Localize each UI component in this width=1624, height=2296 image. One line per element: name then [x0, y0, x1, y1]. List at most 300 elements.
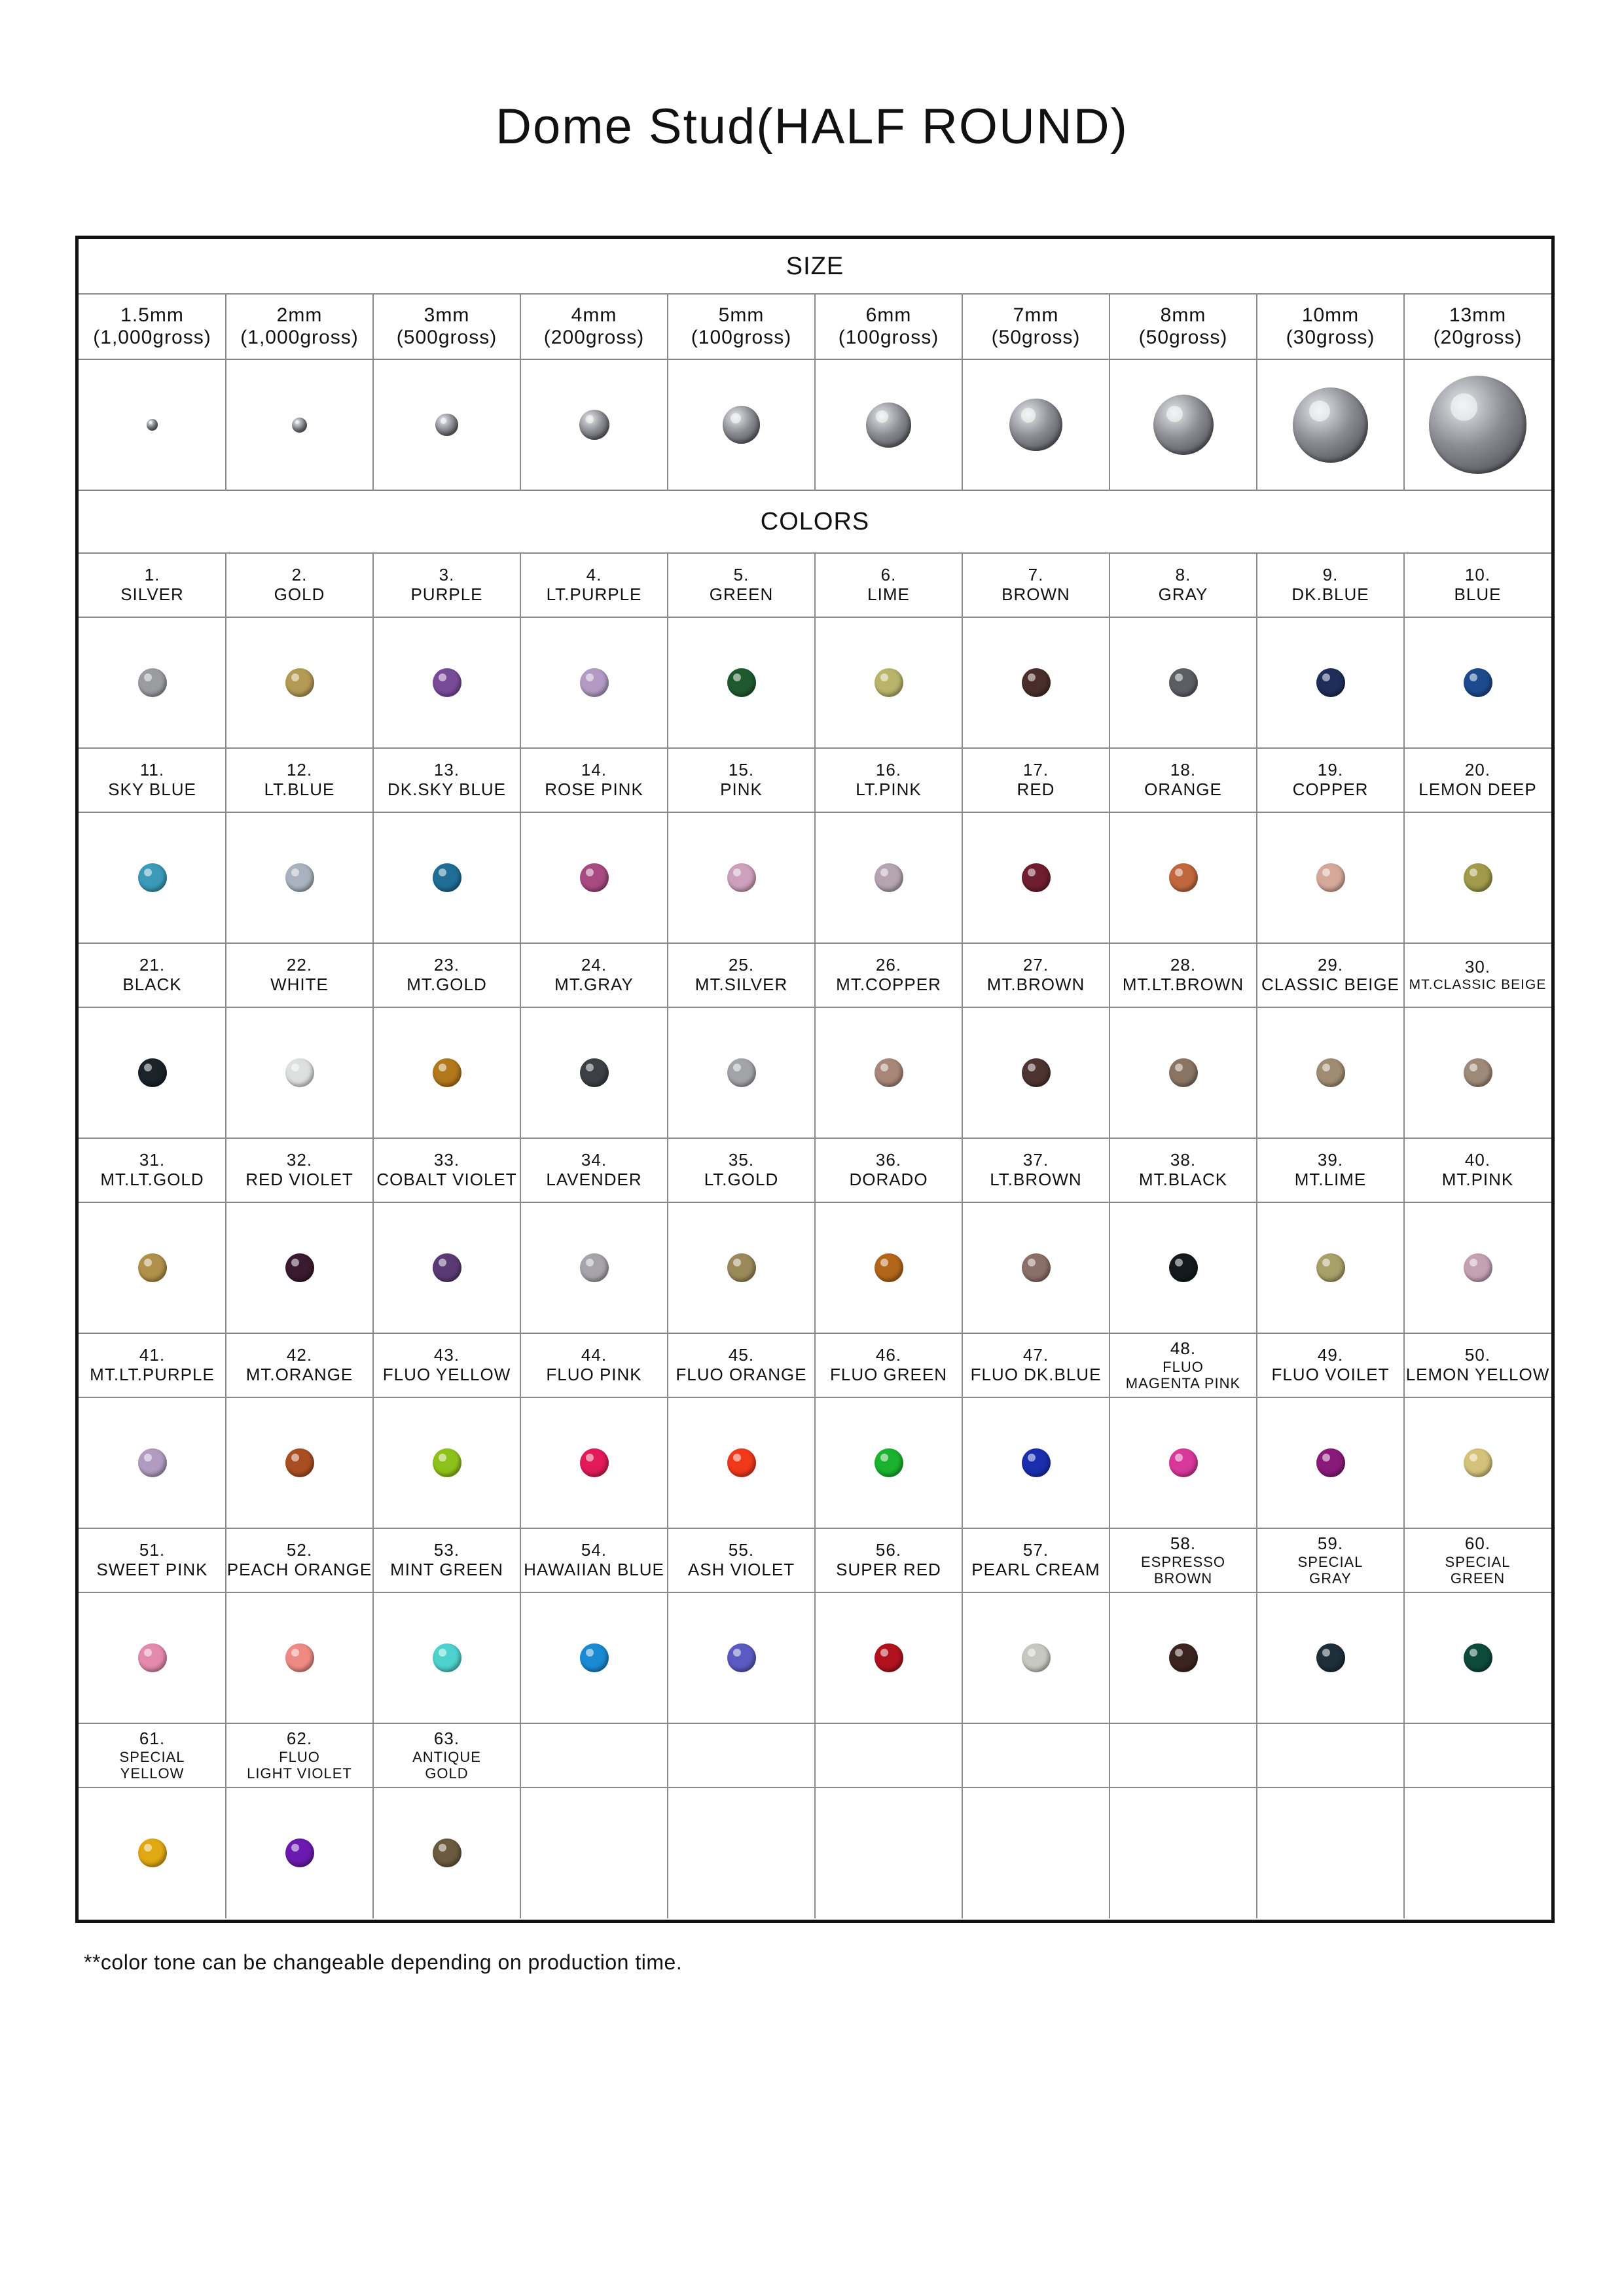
color-name: COPPER	[1292, 780, 1369, 799]
color-label-cell	[79, 748, 226, 812]
color-label-cell	[373, 943, 520, 1007]
size-header: SIZE	[785, 252, 844, 280]
color-label-cell	[962, 748, 1110, 812]
color-label-cell	[815, 943, 962, 1007]
color-number: 45.	[728, 1345, 755, 1365]
color-stud-swatch	[1022, 1253, 1051, 1282]
color-stud-swatch	[285, 1253, 314, 1282]
color-name: LIME	[867, 584, 910, 604]
color-number: 18.	[1170, 760, 1197, 780]
color-label-cell	[226, 1333, 373, 1397]
footnote: **color tone can be changeable depending on production time.	[84, 1950, 683, 1974]
color-label-cell	[1404, 1528, 1551, 1592]
color-number: 36.	[875, 1150, 902, 1170]
color-label-cell	[373, 748, 520, 812]
color-label-cell	[1404, 1333, 1551, 1397]
color-name: BLUE	[1454, 584, 1502, 604]
grid-line	[372, 553, 374, 1918]
color-stud-swatch	[727, 668, 756, 697]
color-name: ANTIQUE	[412, 1748, 481, 1765]
color-name: DK.SKY BLUE	[387, 780, 507, 799]
color-stud-swatch	[1316, 1448, 1345, 1477]
color-stud-swatch	[875, 1058, 903, 1087]
color-stud-swatch	[1464, 1058, 1492, 1087]
color-stud-swatch	[433, 1448, 461, 1477]
color-stud-swatch	[1169, 1643, 1198, 1672]
color-number: 6.	[880, 565, 897, 585]
size-quantity: (100gross)	[691, 327, 792, 348]
color-label-cell	[668, 553, 815, 617]
grid-line	[520, 294, 521, 490]
size-label-cell	[815, 294, 962, 359]
size-quantity: (30gross)	[1286, 327, 1375, 348]
size-quantity: (50gross)	[991, 327, 1081, 348]
color-name: SWEET PINK	[96, 1560, 208, 1579]
color-name: MT.LIME	[1294, 1170, 1367, 1189]
size-mm: 7mm	[1013, 304, 1059, 326]
color-name: PEACH ORANGE	[226, 1560, 372, 1579]
color-name: FLUO DK.BLUE	[970, 1365, 1102, 1384]
size-mm: 3mm	[424, 304, 470, 326]
color-name: MT.BLACK	[1138, 1170, 1228, 1189]
color-number: 1.	[144, 565, 160, 585]
color-label-cell	[962, 1138, 1110, 1202]
color-stud-swatch	[875, 863, 903, 892]
color-label-cell	[668, 748, 815, 812]
color-number: 3.	[439, 565, 455, 585]
color-label-cell	[373, 1138, 520, 1202]
color-label-cell	[79, 1723, 226, 1787]
color-stud-swatch	[138, 1058, 167, 1087]
color-label-cell	[815, 1333, 962, 1397]
color-stud-swatch	[138, 1253, 167, 1282]
color-stud-swatch	[285, 1839, 314, 1867]
size-stud-swatch	[723, 406, 761, 444]
size-mm: 4mm	[571, 304, 617, 326]
color-stud-swatch	[1316, 1643, 1345, 1672]
color-label-cell	[373, 1333, 520, 1397]
color-stud-swatch	[433, 668, 461, 697]
color-number: 20.	[1464, 760, 1491, 780]
size-stud-swatch	[579, 410, 609, 440]
color-label-cell	[1257, 553, 1404, 617]
color-label-cell	[226, 943, 373, 1007]
color-name: MT.ORANGE	[245, 1365, 353, 1384]
grid-line	[1403, 294, 1405, 490]
color-label-cell	[79, 1333, 226, 1397]
color-name: LT.PINK	[856, 780, 922, 799]
color-name: DORADO	[849, 1170, 928, 1189]
color-name: LEMON DEEP	[1418, 780, 1537, 799]
color-stud-swatch	[138, 1448, 167, 1477]
color-number: 50.	[1464, 1345, 1491, 1365]
grid-line	[225, 553, 226, 1918]
color-stud-swatch	[580, 1448, 609, 1477]
color-stud-swatch	[138, 1643, 167, 1672]
color-label-cell	[668, 943, 815, 1007]
color-stud-swatch	[727, 1448, 756, 1477]
color-name: MT.GOLD	[406, 975, 487, 994]
color-name: FLUO YELLOW	[382, 1365, 511, 1384]
color-name: MT.CLASSIC BEIGE	[1409, 977, 1547, 992]
color-stud-swatch	[285, 1643, 314, 1672]
color-number: 44.	[581, 1345, 607, 1365]
color-name: GOLD	[274, 584, 325, 604]
color-name: LT.BROWN	[990, 1170, 1082, 1189]
color-number: 37.	[1022, 1150, 1049, 1170]
color-label-cell	[668, 1333, 815, 1397]
size-mm: 5mm	[718, 304, 765, 326]
color-stud-swatch	[1169, 668, 1198, 697]
color-label-cell	[79, 943, 226, 1007]
color-label-cell	[815, 1528, 962, 1592]
size-label-cell	[79, 294, 226, 359]
color-name: LT.BLUE	[264, 780, 335, 799]
color-label-cell	[226, 1723, 373, 1787]
color-stud-swatch	[285, 863, 314, 892]
color-name: SILVER	[120, 584, 184, 604]
color-number: 57.	[1022, 1540, 1049, 1560]
color-number: 61.	[139, 1728, 166, 1748]
color-number: 9.	[1322, 565, 1339, 585]
color-stud-swatch	[580, 1058, 609, 1087]
size-mm: 1.5mm	[120, 304, 184, 326]
color-number: 60.	[1464, 1533, 1491, 1553]
color-stud-swatch	[1022, 1448, 1051, 1477]
color-number: 24.	[581, 955, 607, 975]
color-number: 39.	[1317, 1150, 1344, 1170]
size-mm: 8mm	[1160, 304, 1206, 326]
color-number: 59.	[1317, 1533, 1344, 1553]
color-name-line2: YELLOW	[120, 1765, 185, 1782]
color-number: 51.	[139, 1540, 166, 1560]
color-stud-swatch	[875, 668, 903, 697]
color-stud-swatch	[1022, 1058, 1051, 1087]
color-name: RED VIOLET	[245, 1170, 353, 1189]
color-number: 23.	[433, 955, 460, 975]
color-name: BROWN	[1001, 584, 1070, 604]
color-number: 33.	[433, 1150, 460, 1170]
color-number: 38.	[1170, 1150, 1197, 1170]
grid-line	[814, 294, 816, 490]
color-number: 35.	[728, 1150, 755, 1170]
color-number: 25.	[728, 955, 755, 975]
product-chart	[75, 236, 1555, 1923]
color-label-cell	[520, 1138, 668, 1202]
color-number: 43.	[433, 1345, 460, 1365]
color-label-cell	[373, 1723, 520, 1787]
color-name: MT.PINK	[1441, 1170, 1514, 1189]
grid-line	[667, 294, 668, 490]
size-quantity: (50gross)	[1138, 327, 1228, 348]
color-stud-swatch	[138, 1839, 167, 1867]
color-number: 17.	[1022, 760, 1049, 780]
color-number: 15.	[728, 760, 755, 780]
color-label-cell	[226, 1138, 373, 1202]
color-name: COBALT VIOLET	[376, 1170, 517, 1189]
size-stud-swatch	[1009, 399, 1062, 452]
size-stud-swatch	[147, 419, 158, 430]
color-stud-swatch	[138, 863, 167, 892]
color-number: 62.	[286, 1728, 313, 1748]
color-stud-swatch	[285, 668, 314, 697]
color-stud-swatch	[1022, 1643, 1051, 1672]
color-number: 40.	[1464, 1150, 1491, 1170]
color-stud-swatch	[580, 668, 609, 697]
color-stud-swatch	[1316, 668, 1345, 697]
color-label-cell	[226, 748, 373, 812]
color-label-cell	[520, 1333, 668, 1397]
color-name: LEMON YELLOW	[1405, 1365, 1550, 1384]
color-stud-swatch	[433, 1058, 461, 1087]
color-stud-swatch	[1464, 668, 1492, 697]
color-name: GREEN	[709, 584, 774, 604]
size-label-cell	[226, 294, 373, 359]
color-stud-swatch	[1169, 1448, 1198, 1477]
color-number: 34.	[581, 1150, 607, 1170]
color-number: 14.	[581, 760, 607, 780]
color-label-cell	[1257, 1528, 1404, 1592]
color-stud-swatch	[1169, 1058, 1198, 1087]
color-stud-swatch	[1316, 863, 1345, 892]
color-number: 26.	[875, 955, 902, 975]
color-name: GRAY	[1158, 584, 1208, 604]
grid-line	[1256, 553, 1257, 1918]
color-label-cell	[1110, 1333, 1257, 1397]
color-number: 22.	[286, 955, 313, 975]
color-stud-swatch	[1464, 1253, 1492, 1282]
color-label-cell	[520, 553, 668, 617]
color-label-cell	[1257, 1333, 1404, 1397]
color-stud-swatch	[875, 1253, 903, 1282]
grid-line	[372, 294, 374, 490]
color-name: RED	[1017, 780, 1055, 799]
color-name: HAWAIIAN BLUE	[524, 1560, 664, 1579]
color-stud-swatch	[727, 1253, 756, 1282]
color-stud-swatch	[727, 1643, 756, 1672]
color-number: 11.	[139, 760, 165, 780]
color-name: FLUO PINK	[546, 1365, 642, 1384]
color-label-cell	[962, 943, 1110, 1007]
color-number: 41.	[139, 1345, 166, 1365]
grid-line	[1256, 294, 1257, 490]
color-name-line2: LIGHT VIOLET	[247, 1765, 352, 1782]
color-label-cell	[1110, 1138, 1257, 1202]
color-label-cell	[1404, 943, 1551, 1007]
color-name: LT.GOLD	[704, 1170, 779, 1189]
color-number: 54.	[581, 1540, 607, 1560]
color-stud-swatch	[580, 1253, 609, 1282]
size-label-cell	[668, 294, 815, 359]
color-label-cell	[815, 1138, 962, 1202]
size-stud-swatch	[1153, 395, 1214, 455]
color-name: MT.LT.GOLD	[100, 1170, 204, 1189]
color-name: MT.LT.BROWN	[1122, 975, 1244, 994]
color-name: FLUO VOILET	[1271, 1365, 1390, 1384]
color-stud-swatch	[1022, 668, 1051, 697]
color-name: ESPRESSO	[1140, 1553, 1226, 1570]
color-number: 5.	[733, 565, 749, 585]
color-number: 53.	[433, 1540, 460, 1560]
color-name: MT.GRAY	[554, 975, 634, 994]
color-name: FLUO	[279, 1748, 320, 1765]
color-number: 16.	[875, 760, 902, 780]
size-mm: 2mm	[276, 304, 323, 326]
color-label-cell	[520, 1528, 668, 1592]
color-name: SPECIAL	[119, 1748, 185, 1765]
color-number: 48.	[1170, 1338, 1197, 1358]
color-name: SUPER RED	[836, 1560, 941, 1579]
color-name-line2: GREEN	[1450, 1570, 1506, 1587]
color-name: LAVENDER	[546, 1170, 642, 1189]
color-number: 52.	[286, 1540, 313, 1560]
color-name: WHITE	[270, 975, 329, 994]
color-label-cell	[962, 1528, 1110, 1592]
color-name: MINT GREEN	[390, 1560, 503, 1579]
size-quantity: (1,000gross)	[93, 327, 211, 348]
color-label-cell	[668, 1138, 815, 1202]
color-name: ROSE PINK	[545, 780, 643, 799]
color-number: 46.	[875, 1345, 902, 1365]
color-number: 7.	[1028, 565, 1044, 585]
color-name-line2: MAGENTA PINK	[1125, 1374, 1241, 1391]
color-label-cell	[1257, 943, 1404, 1007]
size-quantity: (20gross)	[1433, 327, 1523, 348]
color-stud-swatch	[580, 863, 609, 892]
color-label-cell	[520, 943, 668, 1007]
color-stud-swatch	[1022, 863, 1051, 892]
grid-line	[520, 553, 521, 1918]
color-number: 32.	[286, 1150, 313, 1170]
color-label-cell	[226, 1528, 373, 1592]
grid-line	[667, 553, 668, 1918]
color-label-cell	[815, 553, 962, 617]
color-number: 47.	[1022, 1345, 1049, 1365]
color-name: PURPLE	[410, 584, 483, 604]
color-name: DK.BLUE	[1291, 584, 1369, 604]
color-number: 31.	[139, 1150, 166, 1170]
color-label-cell	[1404, 1138, 1551, 1202]
color-label-cell	[962, 553, 1110, 617]
color-name: SPECIAL	[1445, 1553, 1511, 1570]
color-number: 29.	[1317, 955, 1344, 975]
color-number: 56.	[875, 1540, 902, 1560]
grid-line	[225, 294, 226, 490]
size-label-cell	[520, 294, 668, 359]
color-number: 21.	[139, 955, 166, 975]
color-label-cell	[962, 1333, 1110, 1397]
size-label-cell	[373, 294, 520, 359]
color-name: CLASSIC BEIGE	[1261, 975, 1399, 994]
color-stud-swatch	[138, 668, 167, 697]
size-quantity: (200gross)	[543, 327, 645, 348]
color-name: LT.PURPLE	[546, 584, 642, 604]
color-number: 30.	[1464, 956, 1491, 977]
size-mm: 13mm	[1449, 304, 1507, 326]
color-stud-swatch	[433, 1643, 461, 1672]
color-number: 12.	[286, 760, 313, 780]
color-stud-swatch	[580, 1643, 609, 1672]
color-label-cell	[226, 553, 373, 617]
color-label-cell	[373, 1528, 520, 1592]
color-number: 55.	[728, 1540, 755, 1560]
color-stud-swatch	[1464, 1643, 1492, 1672]
color-label-cell	[1110, 1528, 1257, 1592]
color-label-cell	[815, 748, 962, 812]
color-label-cell	[373, 553, 520, 617]
color-name: FLUO	[1163, 1358, 1204, 1375]
color-label-cell	[520, 748, 668, 812]
color-name: SPECIAL	[1297, 1553, 1363, 1570]
color-number: 42.	[286, 1345, 313, 1365]
size-label-cell	[1404, 294, 1551, 359]
color-name: MT.BROWN	[986, 975, 1085, 994]
color-label-cell	[1257, 748, 1404, 812]
color-stud-swatch	[1464, 863, 1492, 892]
color-label-cell	[1404, 553, 1551, 617]
color-label-cell	[668, 1528, 815, 1592]
color-stud-swatch	[1316, 1253, 1345, 1282]
color-number: 58.	[1170, 1533, 1197, 1553]
size-quantity: (500gross)	[396, 327, 497, 348]
size-stud-swatch	[1429, 376, 1527, 474]
colors-header: COLORS	[760, 507, 870, 535]
size-quantity: (100gross)	[838, 327, 939, 348]
color-stud-swatch	[727, 863, 756, 892]
color-stud-swatch	[1169, 1253, 1198, 1282]
color-name: FLUO ORANGE	[676, 1365, 807, 1384]
grid-line	[962, 553, 963, 1918]
grid-line	[1109, 294, 1110, 490]
color-label-cell	[1110, 553, 1257, 617]
color-name: SKY BLUE	[108, 780, 196, 799]
color-stud-swatch	[285, 1058, 314, 1087]
color-name-line2: GRAY	[1309, 1570, 1352, 1587]
grid-line	[79, 490, 1551, 491]
page-title: Dome Stud(HALF ROUND)	[496, 99, 1128, 154]
grid-line	[1109, 553, 1110, 1918]
color-stud-swatch	[1316, 1058, 1345, 1087]
color-stud-swatch	[875, 1448, 903, 1477]
size-label-cell	[962, 294, 1110, 359]
color-stud-swatch	[433, 1839, 461, 1867]
color-stud-swatch	[875, 1643, 903, 1672]
grid-line	[1403, 553, 1405, 1918]
grid-line	[814, 553, 816, 1918]
color-name: PINK	[720, 780, 763, 799]
color-name: ASH VIOLET	[687, 1560, 795, 1579]
color-number: 49.	[1317, 1345, 1344, 1365]
color-number: 10.	[1464, 565, 1491, 585]
color-name: FLUO GREEN	[829, 1365, 948, 1384]
color-name: MT.SILVER	[695, 975, 788, 994]
size-stud-swatch	[292, 418, 307, 433]
color-label-cell	[79, 1528, 226, 1592]
size-label-cell	[1257, 294, 1404, 359]
color-number: 27.	[1022, 955, 1049, 975]
color-name: MT.LT.PURPLE	[90, 1365, 215, 1384]
color-number: 19.	[1317, 760, 1344, 780]
color-name: ORANGE	[1144, 780, 1222, 799]
size-quantity: (1,000gross)	[240, 327, 359, 348]
color-number: 8.	[1175, 565, 1191, 585]
size-stud-swatch	[435, 414, 458, 437]
color-label-cell	[1110, 943, 1257, 1007]
color-number: 2.	[291, 565, 308, 585]
color-label-cell	[1257, 1138, 1404, 1202]
color-stud-swatch	[727, 1058, 756, 1087]
color-label-cell	[1110, 748, 1257, 812]
